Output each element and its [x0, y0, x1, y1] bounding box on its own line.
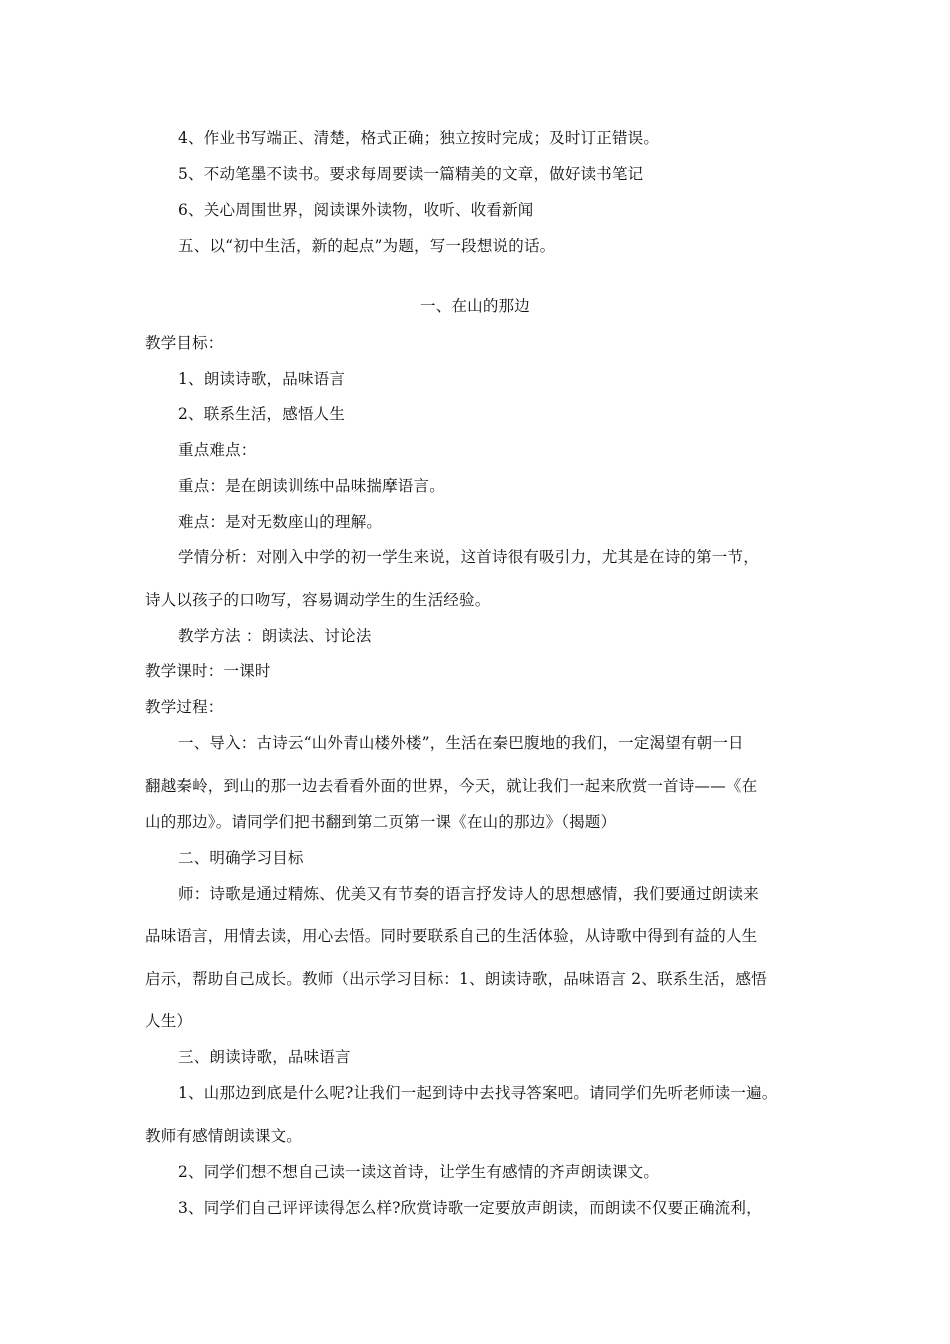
text-line: 3、同学们自己评评读得怎么样?欣赏诗歌一定要放声朗读，而朗读不仅要正确流利，: [178, 1199, 762, 1217]
text-line: 6、关心周围世界，阅读课外读物，收听、收看新闻: [178, 201, 534, 219]
text-line: 二、明确学习目标: [178, 849, 304, 867]
text-line: 五、以“初中生活，新的起点”为题，写一段想说的话。: [178, 237, 556, 255]
heading-teaching-process: 教学过程：: [145, 698, 224, 716]
text-line: 5、不动笔墨不读书。要求每周要读一篇精美的文章，做好读书笔记: [178, 165, 644, 183]
text-line: 4、作业书写端正、清楚，格式正确；独立按时完成；及时订正错误。: [178, 129, 660, 147]
text-line: 教学方法 ：朗读法、讨论法: [178, 627, 372, 645]
text-line: 重点难点：: [178, 441, 257, 459]
text-line: 1、山那边到底是什么呢?让我们一起到诗中去找寻答案吧。请同学们先听老师读一遍。: [178, 1084, 778, 1102]
text-line: 2、同学们想不想自己读一读这首诗，让学生有感情的齐声朗读课文。: [178, 1163, 660, 1181]
text-line: 教师有感情朗读课文。: [145, 1127, 303, 1145]
text-line: 品味语言，用情去读，用心去悟。同时要联系自己的生活体验，从诗歌中得到有益的人生: [145, 927, 758, 945]
text-line: 启示，帮助自己成长。教师（出示学习目标：1、朗读诗歌，品味语言 2、联系生活，感悟: [145, 970, 767, 988]
text-line: 师：诗歌是通过精炼、优美又有节奏的语言抒发诗人的思想感情，我们要通过朗读来: [178, 885, 759, 903]
text-line: 一、导入：古诗云“山外青山楼外楼”，生活在秦巴腹地的我们，一定渴望有朝一日: [178, 734, 744, 752]
text-line: 1、朗读诗歌，品味语言: [178, 370, 346, 388]
section-title: 一、在山的那边: [420, 297, 530, 315]
text-line: 山的那边》。请同学们把书翻到第二页第一课《在山的那边》（揭题）: [145, 813, 617, 831]
text-line: 重点：是在朗读训练中品味揣摩语言。: [178, 477, 445, 495]
text-line: 人生）: [145, 1012, 193, 1030]
text-line: 诗人以孩子的口吻写，容易调动学生的生活经验。: [145, 591, 491, 609]
text-line: 三、朗读诗歌，品味语言: [178, 1048, 351, 1066]
heading-teaching-goals: 教学目标：: [145, 334, 224, 352]
text-line: 学情分析：对刚入中学的初一学生来说，这首诗很有吸引力，尤其是在诗的第一节，: [178, 548, 759, 566]
text-line: 教学课时：一课时: [145, 662, 271, 680]
text-line: 翻越秦岭，到山的那一边去看看外面的世界，今天，就让我们一起来欣赏一首诗——《在: [145, 777, 758, 795]
text-line: 难点：是对无数座山的理解。: [178, 513, 383, 531]
text-line: 2、联系生活，感悟人生: [178, 405, 346, 423]
